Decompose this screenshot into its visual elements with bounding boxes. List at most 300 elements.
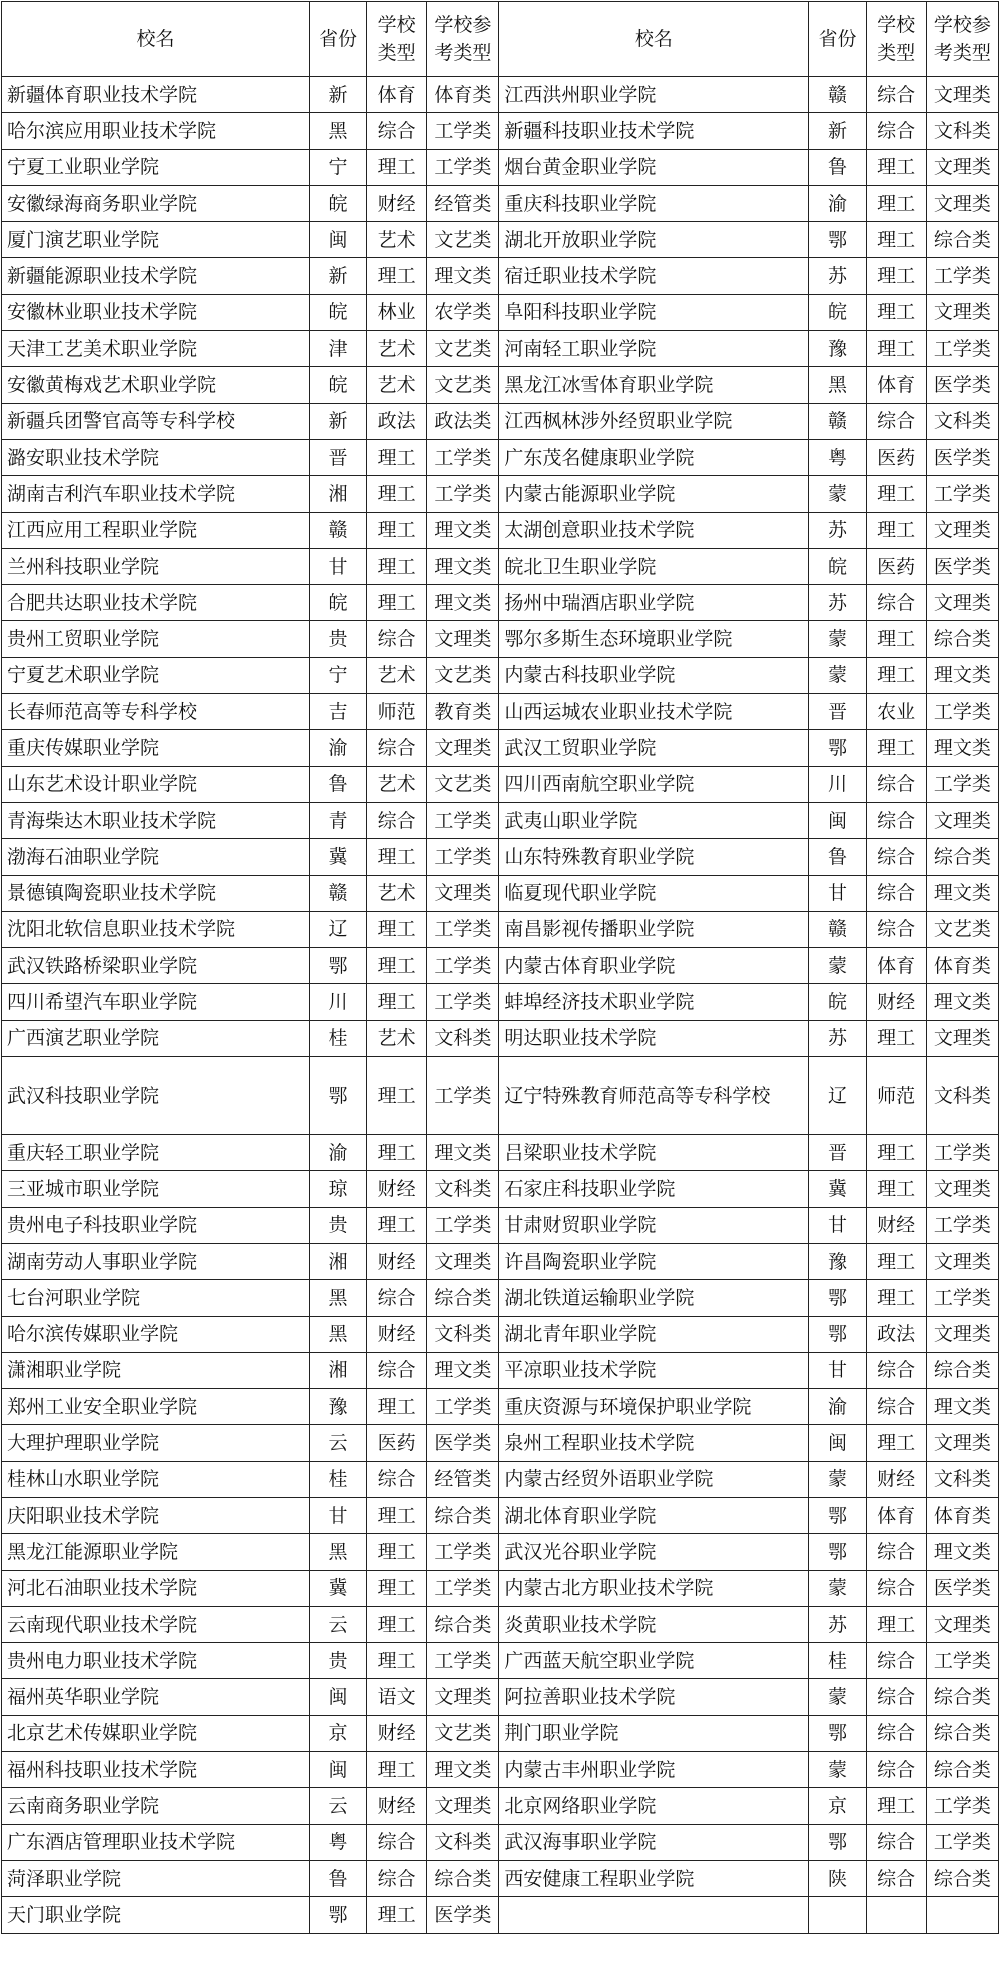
province-cell: 闽 bbox=[309, 1752, 366, 1788]
table-row bbox=[2, 1280, 999, 1316]
school-type-cell: 综合 bbox=[366, 1860, 426, 1896]
school-name-cell: 山东艺术设计职业学院 bbox=[2, 766, 310, 802]
college-table bbox=[1, 1, 999, 1934]
province-cell: 甘 bbox=[309, 548, 366, 584]
reference-type-cell: 文理类 bbox=[926, 77, 998, 113]
school-name-cell: 安徽黄梅戏艺术职业学院 bbox=[2, 367, 310, 403]
province-cell: 皖 bbox=[809, 548, 866, 584]
school-name-cell: 桂林山水职业学院 bbox=[2, 1461, 310, 1497]
reference-type-cell: 文理类 bbox=[427, 875, 499, 911]
province-cell: 新 bbox=[309, 77, 366, 113]
reference-type-cell: 工学类 bbox=[926, 1788, 998, 1824]
header-cell: 学校类型 bbox=[866, 2, 926, 77]
table-row bbox=[2, 512, 999, 548]
province-cell: 湘 bbox=[309, 1352, 366, 1388]
school-type-cell: 理工 bbox=[366, 1570, 426, 1606]
province-cell: 鄂 bbox=[809, 1497, 866, 1533]
province-cell: 皖 bbox=[309, 294, 366, 330]
table-row bbox=[2, 1643, 999, 1679]
school-name-cell: 阿拉善职业技术学院 bbox=[499, 1679, 809, 1715]
reference-type-cell: 医学类 bbox=[926, 1570, 998, 1606]
province-cell: 京 bbox=[309, 1715, 366, 1751]
reference-type-cell: 综合类 bbox=[926, 1752, 998, 1788]
school-type-cell: 艺术 bbox=[366, 367, 426, 403]
table-row bbox=[2, 948, 999, 984]
school-type-cell: 政法 bbox=[866, 1316, 926, 1352]
school-type-cell: 艺术 bbox=[366, 222, 426, 258]
school-type-cell: 理工 bbox=[366, 948, 426, 984]
reference-type-cell: 理文类 bbox=[926, 875, 998, 911]
table-row bbox=[2, 77, 999, 113]
school-type-cell: 艺术 bbox=[366, 875, 426, 911]
reference-type-cell: 文理类 bbox=[926, 1316, 998, 1352]
school-name-cell: 辽宁特殊教育师范高等专科学校 bbox=[499, 1057, 809, 1135]
reference-type-cell: 文理类 bbox=[427, 1679, 499, 1715]
reference-type-cell: 综合类 bbox=[926, 1352, 998, 1388]
school-type-cell: 理工 bbox=[866, 258, 926, 294]
school-type-cell: 理工 bbox=[866, 1788, 926, 1824]
reference-type-cell: 理文类 bbox=[427, 548, 499, 584]
school-name-cell: 河北石油职业技术学院 bbox=[2, 1570, 310, 1606]
reference-type-cell: 工学类 bbox=[427, 948, 499, 984]
reference-type-cell: 教育类 bbox=[427, 694, 499, 730]
school-name-cell: 炎黄职业技术学院 bbox=[499, 1606, 809, 1642]
province-cell: 晋 bbox=[809, 1135, 866, 1171]
province-cell: 宁 bbox=[309, 657, 366, 693]
province-cell: 黑 bbox=[309, 1316, 366, 1352]
reference-type-cell: 工学类 bbox=[926, 1207, 998, 1243]
header-cell: 学校参考类型 bbox=[926, 2, 998, 77]
school-type-cell: 理工 bbox=[366, 1897, 426, 1933]
school-name-cell: 安徽绿海商务职业学院 bbox=[2, 185, 310, 221]
province-cell: 豫 bbox=[809, 1243, 866, 1279]
province-cell: 辽 bbox=[809, 1057, 866, 1135]
school-name-cell: 重庆传媒职业学院 bbox=[2, 730, 310, 766]
reference-type-cell: 文理类 bbox=[926, 1171, 998, 1207]
school-name-cell: 石家庄科技职业学院 bbox=[499, 1171, 809, 1207]
province-cell: 新 bbox=[309, 258, 366, 294]
school-type-cell: 综合 bbox=[366, 1461, 426, 1497]
province-cell: 鲁 bbox=[809, 149, 866, 185]
school-name-cell: 郑州工业安全职业学院 bbox=[2, 1389, 310, 1425]
reference-type-cell: 综合类 bbox=[926, 839, 998, 875]
province-cell: 黑 bbox=[309, 1280, 366, 1316]
reference-type-cell: 综合类 bbox=[926, 222, 998, 258]
province-cell: 蒙 bbox=[809, 1679, 866, 1715]
school-name-cell: 江西洪州职业学院 bbox=[499, 77, 809, 113]
province-cell: 桂 bbox=[309, 1461, 366, 1497]
reference-type-cell: 政法类 bbox=[427, 403, 499, 439]
reference-type-cell: 工学类 bbox=[427, 1570, 499, 1606]
reference-type-cell: 文理类 bbox=[427, 1243, 499, 1279]
table-row bbox=[2, 1352, 999, 1388]
province-cell: 苏 bbox=[809, 258, 866, 294]
school-name-cell: 潞安职业技术学院 bbox=[2, 439, 310, 475]
school-name-cell: 新疆兵团警官高等专科学校 bbox=[2, 403, 310, 439]
reference-type-cell: 文理类 bbox=[926, 1020, 998, 1056]
province-cell: 豫 bbox=[809, 331, 866, 367]
province-cell: 湘 bbox=[309, 476, 366, 512]
reference-type-cell: 文科类 bbox=[926, 1057, 998, 1135]
reference-type-cell: 经管类 bbox=[427, 1461, 499, 1497]
school-type-cell: 理工 bbox=[866, 1425, 926, 1461]
school-type-cell: 理工 bbox=[866, 1171, 926, 1207]
reference-type-cell: 文理类 bbox=[926, 185, 998, 221]
school-name-cell: 新疆能源职业技术学院 bbox=[2, 258, 310, 294]
school-name-cell: 广西蓝天航空职业学院 bbox=[499, 1643, 809, 1679]
school-name-cell: 内蒙古能源职业学院 bbox=[499, 476, 809, 512]
reference-type-cell: 文理类 bbox=[427, 621, 499, 657]
school-name-cell: 景德镇陶瓷职业技术学院 bbox=[2, 875, 310, 911]
school-name-cell: 平凉职业技术学院 bbox=[499, 1352, 809, 1388]
school-type-cell: 综合 bbox=[366, 113, 426, 149]
school-type-cell: 理工 bbox=[866, 185, 926, 221]
school-type-cell: 综合 bbox=[366, 1824, 426, 1860]
school-type-cell: 综合 bbox=[866, 802, 926, 838]
reference-type-cell: 医学类 bbox=[427, 1897, 499, 1933]
reference-type-cell bbox=[926, 1897, 998, 1933]
table-row bbox=[2, 657, 999, 693]
school-name-cell: 广西演艺职业学院 bbox=[2, 1020, 310, 1056]
reference-type-cell: 文艺类 bbox=[427, 222, 499, 258]
school-name-cell: 新疆体育职业技术学院 bbox=[2, 77, 310, 113]
school-type-cell: 综合 bbox=[866, 77, 926, 113]
province-cell: 新 bbox=[809, 113, 866, 149]
reference-type-cell: 工学类 bbox=[427, 911, 499, 947]
table-row bbox=[2, 1057, 999, 1135]
school-name-cell: 江西应用工程职业学院 bbox=[2, 512, 310, 548]
school-name-cell: 广东酒店管理职业技术学院 bbox=[2, 1824, 310, 1860]
school-type-cell: 理工 bbox=[366, 439, 426, 475]
school-type-cell: 综合 bbox=[366, 802, 426, 838]
table-row bbox=[2, 1824, 999, 1860]
school-name-cell: 宁夏艺术职业学院 bbox=[2, 657, 310, 693]
reference-type-cell: 文科类 bbox=[926, 113, 998, 149]
province-cell: 蒙 bbox=[809, 476, 866, 512]
school-type-cell: 理工 bbox=[866, 476, 926, 512]
reference-type-cell: 工学类 bbox=[926, 258, 998, 294]
school-type-cell: 综合 bbox=[866, 1643, 926, 1679]
reference-type-cell: 文理类 bbox=[926, 802, 998, 838]
school-type-cell: 理工 bbox=[866, 1243, 926, 1279]
province-cell: 冀 bbox=[309, 1570, 366, 1606]
school-type-cell: 理工 bbox=[866, 1135, 926, 1171]
province-cell: 晋 bbox=[809, 694, 866, 730]
province-cell: 粤 bbox=[809, 439, 866, 475]
table-row bbox=[2, 1497, 999, 1533]
school-name-cell: 青海柴达木职业技术学院 bbox=[2, 802, 310, 838]
header-cell: 学校类型 bbox=[366, 2, 426, 77]
province-cell: 蒙 bbox=[809, 621, 866, 657]
province-cell: 吉 bbox=[309, 694, 366, 730]
school-name-cell: 四川希望汽车职业学院 bbox=[2, 984, 310, 1020]
table-row bbox=[2, 1788, 999, 1824]
school-name-cell: 宿迁职业技术学院 bbox=[499, 258, 809, 294]
school-type-cell: 艺术 bbox=[366, 331, 426, 367]
school-name-cell: 哈尔滨传媒职业学院 bbox=[2, 1316, 310, 1352]
school-type-cell: 综合 bbox=[866, 1389, 926, 1425]
province-cell: 渝 bbox=[809, 185, 866, 221]
table-row bbox=[2, 113, 999, 149]
province-cell: 苏 bbox=[809, 585, 866, 621]
reference-type-cell: 综合类 bbox=[926, 621, 998, 657]
table-row bbox=[2, 1606, 999, 1642]
table-row bbox=[2, 222, 999, 258]
school-name-cell: 天门职业学院 bbox=[2, 1897, 310, 1933]
province-cell: 京 bbox=[809, 1788, 866, 1824]
reference-type-cell: 理文类 bbox=[926, 730, 998, 766]
reference-type-cell: 工学类 bbox=[926, 1135, 998, 1171]
reference-type-cell: 工学类 bbox=[427, 1643, 499, 1679]
reference-type-cell: 文理类 bbox=[926, 149, 998, 185]
table-body bbox=[2, 77, 999, 1934]
school-name-cell: 安徽林业职业技术学院 bbox=[2, 294, 310, 330]
table-row bbox=[2, 1207, 999, 1243]
reference-type-cell: 文科类 bbox=[427, 1171, 499, 1207]
school-name-cell: 江西枫林涉外经贸职业学院 bbox=[499, 403, 809, 439]
school-type-cell: 综合 bbox=[866, 875, 926, 911]
header-cell: 学校参考类型 bbox=[427, 2, 499, 77]
province-cell: 苏 bbox=[809, 1606, 866, 1642]
province-cell: 甘 bbox=[309, 1497, 366, 1533]
school-type-cell: 财经 bbox=[366, 1715, 426, 1751]
school-name-cell: 云南现代职业技术学院 bbox=[2, 1606, 310, 1642]
table-row bbox=[2, 694, 999, 730]
reference-type-cell: 工学类 bbox=[427, 149, 499, 185]
reference-type-cell: 农学类 bbox=[427, 294, 499, 330]
reference-type-cell: 体育类 bbox=[926, 948, 998, 984]
school-type-cell: 财经 bbox=[366, 1171, 426, 1207]
reference-type-cell: 文科类 bbox=[926, 403, 998, 439]
school-name-cell: 合肥共达职业技术学院 bbox=[2, 585, 310, 621]
school-type-cell: 理工 bbox=[366, 1497, 426, 1533]
table-row bbox=[2, 1715, 999, 1751]
province-cell: 皖 bbox=[309, 185, 366, 221]
school-type-cell: 理工 bbox=[366, 839, 426, 875]
table-row bbox=[2, 1461, 999, 1497]
school-type-cell: 综合 bbox=[866, 1570, 926, 1606]
school-type-cell: 理工 bbox=[366, 1643, 426, 1679]
reference-type-cell: 文理类 bbox=[926, 1606, 998, 1642]
province-cell: 川 bbox=[809, 766, 866, 802]
table-row bbox=[2, 185, 999, 221]
school-name-cell: 云南商务职业学院 bbox=[2, 1788, 310, 1824]
province-cell: 贵 bbox=[309, 1643, 366, 1679]
school-name-cell: 宁夏工业职业学院 bbox=[2, 149, 310, 185]
school-name-cell: 内蒙古体育职业学院 bbox=[499, 948, 809, 984]
table-row bbox=[2, 621, 999, 657]
province-cell: 云 bbox=[309, 1606, 366, 1642]
school-type-cell: 理工 bbox=[866, 621, 926, 657]
reference-type-cell: 理文类 bbox=[926, 657, 998, 693]
reference-type-cell: 综合类 bbox=[427, 1497, 499, 1533]
school-type-cell: 师范 bbox=[866, 1057, 926, 1135]
table-row bbox=[2, 548, 999, 584]
province-cell: 鄂 bbox=[309, 1057, 366, 1135]
school-name-cell: 吕梁职业技术学院 bbox=[499, 1135, 809, 1171]
province-cell: 粤 bbox=[309, 1824, 366, 1860]
table-row bbox=[2, 1171, 999, 1207]
province-cell bbox=[809, 1897, 866, 1933]
reference-type-cell: 理文类 bbox=[427, 258, 499, 294]
school-name-cell: 山东特殊教育职业学院 bbox=[499, 839, 809, 875]
province-cell: 鄂 bbox=[809, 1316, 866, 1352]
school-type-cell: 综合 bbox=[866, 1679, 926, 1715]
school-name-cell: 河南轻工职业学院 bbox=[499, 331, 809, 367]
school-name-cell: 西安健康工程职业学院 bbox=[499, 1860, 809, 1896]
reference-type-cell: 理文类 bbox=[427, 1135, 499, 1171]
table-row bbox=[2, 730, 999, 766]
school-type-cell: 财经 bbox=[866, 1461, 926, 1497]
school-type-cell: 理工 bbox=[366, 1534, 426, 1570]
school-name-cell: 沈阳北软信息职业技术学院 bbox=[2, 911, 310, 947]
school-name-cell: 山西运城农业职业技术学院 bbox=[499, 694, 809, 730]
province-cell: 鄂 bbox=[809, 1715, 866, 1751]
table-row bbox=[2, 1752, 999, 1788]
school-name-cell: 鄂尔多斯生态环境职业学院 bbox=[499, 621, 809, 657]
school-type-cell: 综合 bbox=[866, 113, 926, 149]
province-cell: 川 bbox=[309, 984, 366, 1020]
school-type-cell: 综合 bbox=[866, 766, 926, 802]
school-name-cell: 临夏现代职业学院 bbox=[499, 875, 809, 911]
school-type-cell: 语文 bbox=[366, 1679, 426, 1715]
header-cell: 省份 bbox=[809, 2, 866, 77]
table-row bbox=[2, 1860, 999, 1896]
school-type-cell: 理工 bbox=[866, 149, 926, 185]
school-name-cell: 北京艺术传媒职业学院 bbox=[2, 1715, 310, 1751]
school-name-cell: 福州英华职业学院 bbox=[2, 1679, 310, 1715]
table-row bbox=[2, 875, 999, 911]
school-name-cell: 哈尔滨应用职业技术学院 bbox=[2, 113, 310, 149]
province-cell: 闽 bbox=[809, 802, 866, 838]
province-cell: 渝 bbox=[309, 1135, 366, 1171]
reference-type-cell: 工学类 bbox=[926, 1824, 998, 1860]
school-type-cell: 体育 bbox=[366, 77, 426, 113]
reference-type-cell: 综合类 bbox=[427, 1280, 499, 1316]
school-name-cell: 武汉铁路桥梁职业学院 bbox=[2, 948, 310, 984]
reference-type-cell: 工学类 bbox=[427, 1389, 499, 1425]
reference-type-cell: 工学类 bbox=[427, 476, 499, 512]
province-cell: 蒙 bbox=[809, 1752, 866, 1788]
reference-type-cell: 体育类 bbox=[427, 77, 499, 113]
school-type-cell: 理工 bbox=[866, 294, 926, 330]
province-cell: 云 bbox=[309, 1788, 366, 1824]
province-cell: 苏 bbox=[809, 512, 866, 548]
province-cell: 苏 bbox=[809, 1020, 866, 1056]
table-row bbox=[2, 294, 999, 330]
school-name-cell: 武汉工贸职业学院 bbox=[499, 730, 809, 766]
reference-type-cell: 文理类 bbox=[926, 1425, 998, 1461]
province-cell: 蒙 bbox=[809, 1570, 866, 1606]
school-name-cell: 黑龙江冰雪体育职业学院 bbox=[499, 367, 809, 403]
school-type-cell: 综合 bbox=[866, 911, 926, 947]
school-type-cell: 理工 bbox=[866, 730, 926, 766]
school-type-cell: 财经 bbox=[866, 984, 926, 1020]
province-cell: 津 bbox=[309, 331, 366, 367]
reference-type-cell: 工学类 bbox=[427, 1534, 499, 1570]
school-type-cell: 医药 bbox=[866, 548, 926, 584]
reference-type-cell: 文理类 bbox=[427, 1788, 499, 1824]
school-name-cell: 南昌影视传播职业学院 bbox=[499, 911, 809, 947]
school-name-cell: 新疆科技职业技术学院 bbox=[499, 113, 809, 149]
reference-type-cell: 工学类 bbox=[427, 1057, 499, 1135]
school-type-cell: 综合 bbox=[866, 839, 926, 875]
reference-type-cell: 文艺类 bbox=[427, 1715, 499, 1751]
province-cell: 黑 bbox=[309, 1534, 366, 1570]
reference-type-cell: 综合类 bbox=[926, 1679, 998, 1715]
reference-type-cell: 工学类 bbox=[926, 476, 998, 512]
reference-type-cell: 理文类 bbox=[427, 1352, 499, 1388]
school-type-cell: 理工 bbox=[866, 1280, 926, 1316]
school-type-cell: 艺术 bbox=[366, 766, 426, 802]
school-type-cell: 理工 bbox=[366, 1135, 426, 1171]
school-name-cell: 阜阳科技职业学院 bbox=[499, 294, 809, 330]
reference-type-cell: 工学类 bbox=[926, 331, 998, 367]
school-name-cell: 内蒙古北方职业技术学院 bbox=[499, 1570, 809, 1606]
reference-type-cell: 医学类 bbox=[926, 439, 998, 475]
reference-type-cell: 文理类 bbox=[926, 585, 998, 621]
province-cell: 渝 bbox=[809, 1389, 866, 1425]
school-name-cell: 重庆资源与环境保护职业学院 bbox=[499, 1389, 809, 1425]
school-type-cell: 体育 bbox=[866, 1497, 926, 1533]
school-type-cell: 综合 bbox=[866, 1752, 926, 1788]
province-cell: 皖 bbox=[309, 367, 366, 403]
province-cell: 皖 bbox=[309, 585, 366, 621]
school-type-cell: 师范 bbox=[366, 694, 426, 730]
table-row bbox=[2, 367, 999, 403]
school-name-cell: 湖北开放职业学院 bbox=[499, 222, 809, 258]
school-name-cell: 菏泽职业学院 bbox=[2, 1860, 310, 1896]
province-cell: 新 bbox=[309, 403, 366, 439]
province-cell: 辽 bbox=[309, 911, 366, 947]
school-name-cell: 湖北体育职业学院 bbox=[499, 1497, 809, 1533]
school-name-cell: 武汉光谷职业学院 bbox=[499, 1534, 809, 1570]
province-cell: 湘 bbox=[309, 1243, 366, 1279]
reference-type-cell: 工学类 bbox=[427, 113, 499, 149]
table-row bbox=[2, 802, 999, 838]
reference-type-cell: 文理类 bbox=[427, 730, 499, 766]
reference-type-cell: 综合类 bbox=[427, 1606, 499, 1642]
school-type-cell: 综合 bbox=[366, 1280, 426, 1316]
school-name-cell: 长春师范高等专科学校 bbox=[2, 694, 310, 730]
school-type-cell: 体育 bbox=[866, 367, 926, 403]
table-row bbox=[2, 1425, 999, 1461]
header-row bbox=[2, 2, 999, 77]
reference-type-cell: 工学类 bbox=[926, 766, 998, 802]
school-type-cell: 理工 bbox=[366, 1606, 426, 1642]
province-cell: 赣 bbox=[809, 77, 866, 113]
school-name-cell: 扬州中瑞酒店职业学院 bbox=[499, 585, 809, 621]
province-cell: 鄂 bbox=[809, 730, 866, 766]
school-type-cell: 理工 bbox=[866, 657, 926, 693]
school-name-cell: 湖南劳动人事职业学院 bbox=[2, 1243, 310, 1279]
reference-type-cell: 文艺类 bbox=[427, 657, 499, 693]
school-name-cell: 重庆轻工职业学院 bbox=[2, 1135, 310, 1171]
school-name-cell: 甘肃财贸职业学院 bbox=[499, 1207, 809, 1243]
reference-type-cell: 理文类 bbox=[926, 1534, 998, 1570]
school-name-cell: 武夷山职业学院 bbox=[499, 802, 809, 838]
province-cell: 蒙 bbox=[809, 948, 866, 984]
school-type-cell: 理工 bbox=[866, 1020, 926, 1056]
province-cell: 宁 bbox=[309, 149, 366, 185]
province-cell: 冀 bbox=[309, 839, 366, 875]
school-name-cell: 内蒙古科技职业学院 bbox=[499, 657, 809, 693]
reference-type-cell: 医学类 bbox=[926, 548, 998, 584]
province-cell: 桂 bbox=[809, 1643, 866, 1679]
table-row bbox=[2, 403, 999, 439]
school-name-cell: 烟台黄金职业学院 bbox=[499, 149, 809, 185]
reference-type-cell: 文科类 bbox=[926, 1461, 998, 1497]
